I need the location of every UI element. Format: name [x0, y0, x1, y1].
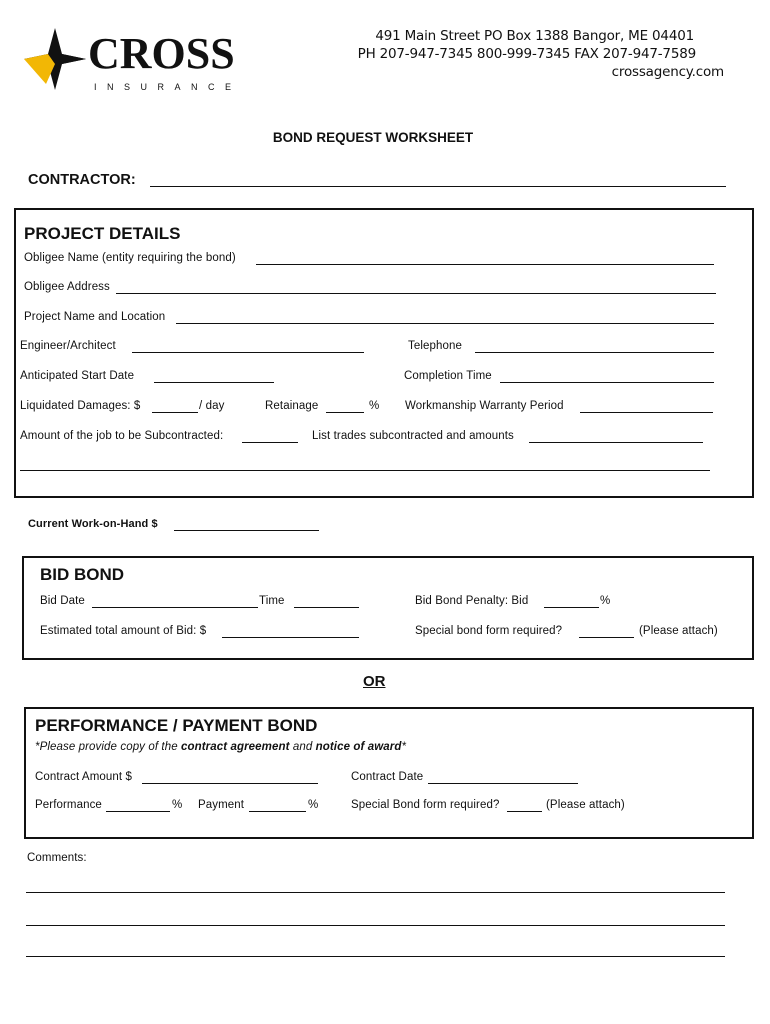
telephone-field[interactable] [475, 340, 714, 353]
estimated-bid-field[interactable] [222, 625, 359, 638]
contract-date-field[interactable] [428, 771, 578, 784]
retainage-field[interactable] [326, 400, 364, 413]
contract-amount-field[interactable] [142, 771, 318, 784]
address-line-2: PH 207-947-7345 800-999-7345 FAX 207-947-7589 [357, 46, 696, 62]
bid-please-attach: (Please attach) [639, 625, 718, 637]
comments-line-3[interactable] [26, 944, 725, 957]
liquidated-damages-label: Liquidated Damages: $ [20, 400, 141, 412]
obligee-name-label: Obligee Name (entity requiring the bond) [24, 252, 236, 264]
bid-special-form-field[interactable] [579, 625, 634, 638]
bid-date-label: Bid Date [40, 595, 85, 607]
perf-special-form-label: Special Bond form required? [351, 799, 500, 811]
performance-bond-heading: PERFORMANCE / PAYMENT BOND [35, 716, 318, 735]
telephone-label: Telephone [408, 340, 462, 352]
contractor-label: CONTRACTOR: [28, 172, 136, 188]
bid-date-field[interactable] [92, 595, 258, 608]
bid-bond-heading: BID BOND [40, 565, 125, 584]
bid-penalty-field[interactable] [544, 595, 599, 608]
payment-percent: % [308, 799, 319, 811]
project-name-label: Project Name and Location [24, 311, 166, 323]
bid-bond-box [22, 556, 754, 660]
project-details-heading: PROJECT DETAILS [24, 224, 181, 243]
liquidated-damages-field[interactable] [152, 400, 198, 413]
contract-date-label: Contract Date [351, 771, 424, 783]
contract-amount-label: Contract Amount $ [35, 771, 132, 783]
perf-please-attach: (Please attach) [546, 799, 625, 811]
completion-time-label: Completion Time [404, 370, 492, 382]
engineer-label: Engineer/Architect [20, 340, 116, 352]
or-separator: OR [363, 673, 386, 690]
note-notice-of-award: notice of award [315, 741, 402, 753]
obligee-address-field[interactable] [116, 281, 716, 294]
completion-time-field[interactable] [500, 370, 714, 383]
per-day-label: / day [199, 400, 225, 412]
bid-time-field[interactable] [294, 595, 359, 608]
payment-field[interactable] [249, 799, 306, 812]
bid-penalty-label: Bid Bond Penalty: Bid [415, 595, 529, 607]
address-line-1: 491 Main Street PO Box 1388 Bangor, ME 04401 [375, 28, 694, 44]
retainage-label: Retainage [265, 400, 319, 412]
trades-label: List trades subcontracted and amounts [312, 430, 514, 442]
payment-label: Payment [198, 799, 245, 811]
bid-penalty-percent: % [600, 595, 611, 607]
comments-line-1[interactable] [26, 880, 725, 893]
trades-continuation-field[interactable] [20, 458, 710, 471]
project-name-field[interactable] [176, 311, 714, 324]
contractor-field[interactable] [150, 174, 726, 187]
warranty-field[interactable] [580, 400, 713, 413]
note-part-5: * [401, 741, 407, 753]
start-date-field[interactable] [154, 370, 274, 383]
engineer-field[interactable] [132, 340, 364, 353]
company-logo [22, 26, 254, 96]
work-on-hand-label: Current Work-on-Hand $ [28, 518, 158, 530]
comments-label: Comments: [27, 852, 87, 864]
warranty-label: Workmanship Warranty Period [405, 400, 564, 412]
performance-label: Performance [35, 799, 102, 811]
cross-logo-icon [22, 26, 88, 92]
work-on-hand-field[interactable] [174, 518, 319, 531]
subcontracted-field[interactable] [242, 430, 298, 443]
performance-bond-note [35, 741, 406, 753]
retainage-percent: % [369, 400, 380, 412]
perf-special-form-field[interactable] [507, 799, 542, 812]
performance-field[interactable] [106, 799, 170, 812]
bid-time-label: Time [259, 595, 285, 607]
performance-percent: % [172, 799, 183, 811]
note-contract-agreement: contract agreement [181, 741, 290, 753]
comments-line-2[interactable] [26, 913, 725, 926]
subcontracted-label: Amount of the job to be Subcontracted: [20, 430, 224, 442]
logo-subtitle: INSURANCE [94, 82, 242, 92]
trades-field[interactable] [529, 430, 703, 443]
logo-name: CROSS [88, 29, 235, 78]
estimated-bid-label: Estimated total amount of Bid: $ [40, 625, 207, 637]
website: crossagency.com [611, 64, 724, 80]
bid-special-form-label: Special bond form required? [415, 625, 563, 637]
note-part-1: *Please provide copy of the [35, 741, 181, 753]
obligee-address-label: Obligee Address [24, 281, 110, 293]
start-date-label: Anticipated Start Date [20, 370, 135, 382]
obligee-name-field[interactable] [256, 252, 714, 265]
note-part-3: and [289, 741, 316, 753]
page-title: BOND REQUEST WORKSHEET [272, 130, 474, 145]
